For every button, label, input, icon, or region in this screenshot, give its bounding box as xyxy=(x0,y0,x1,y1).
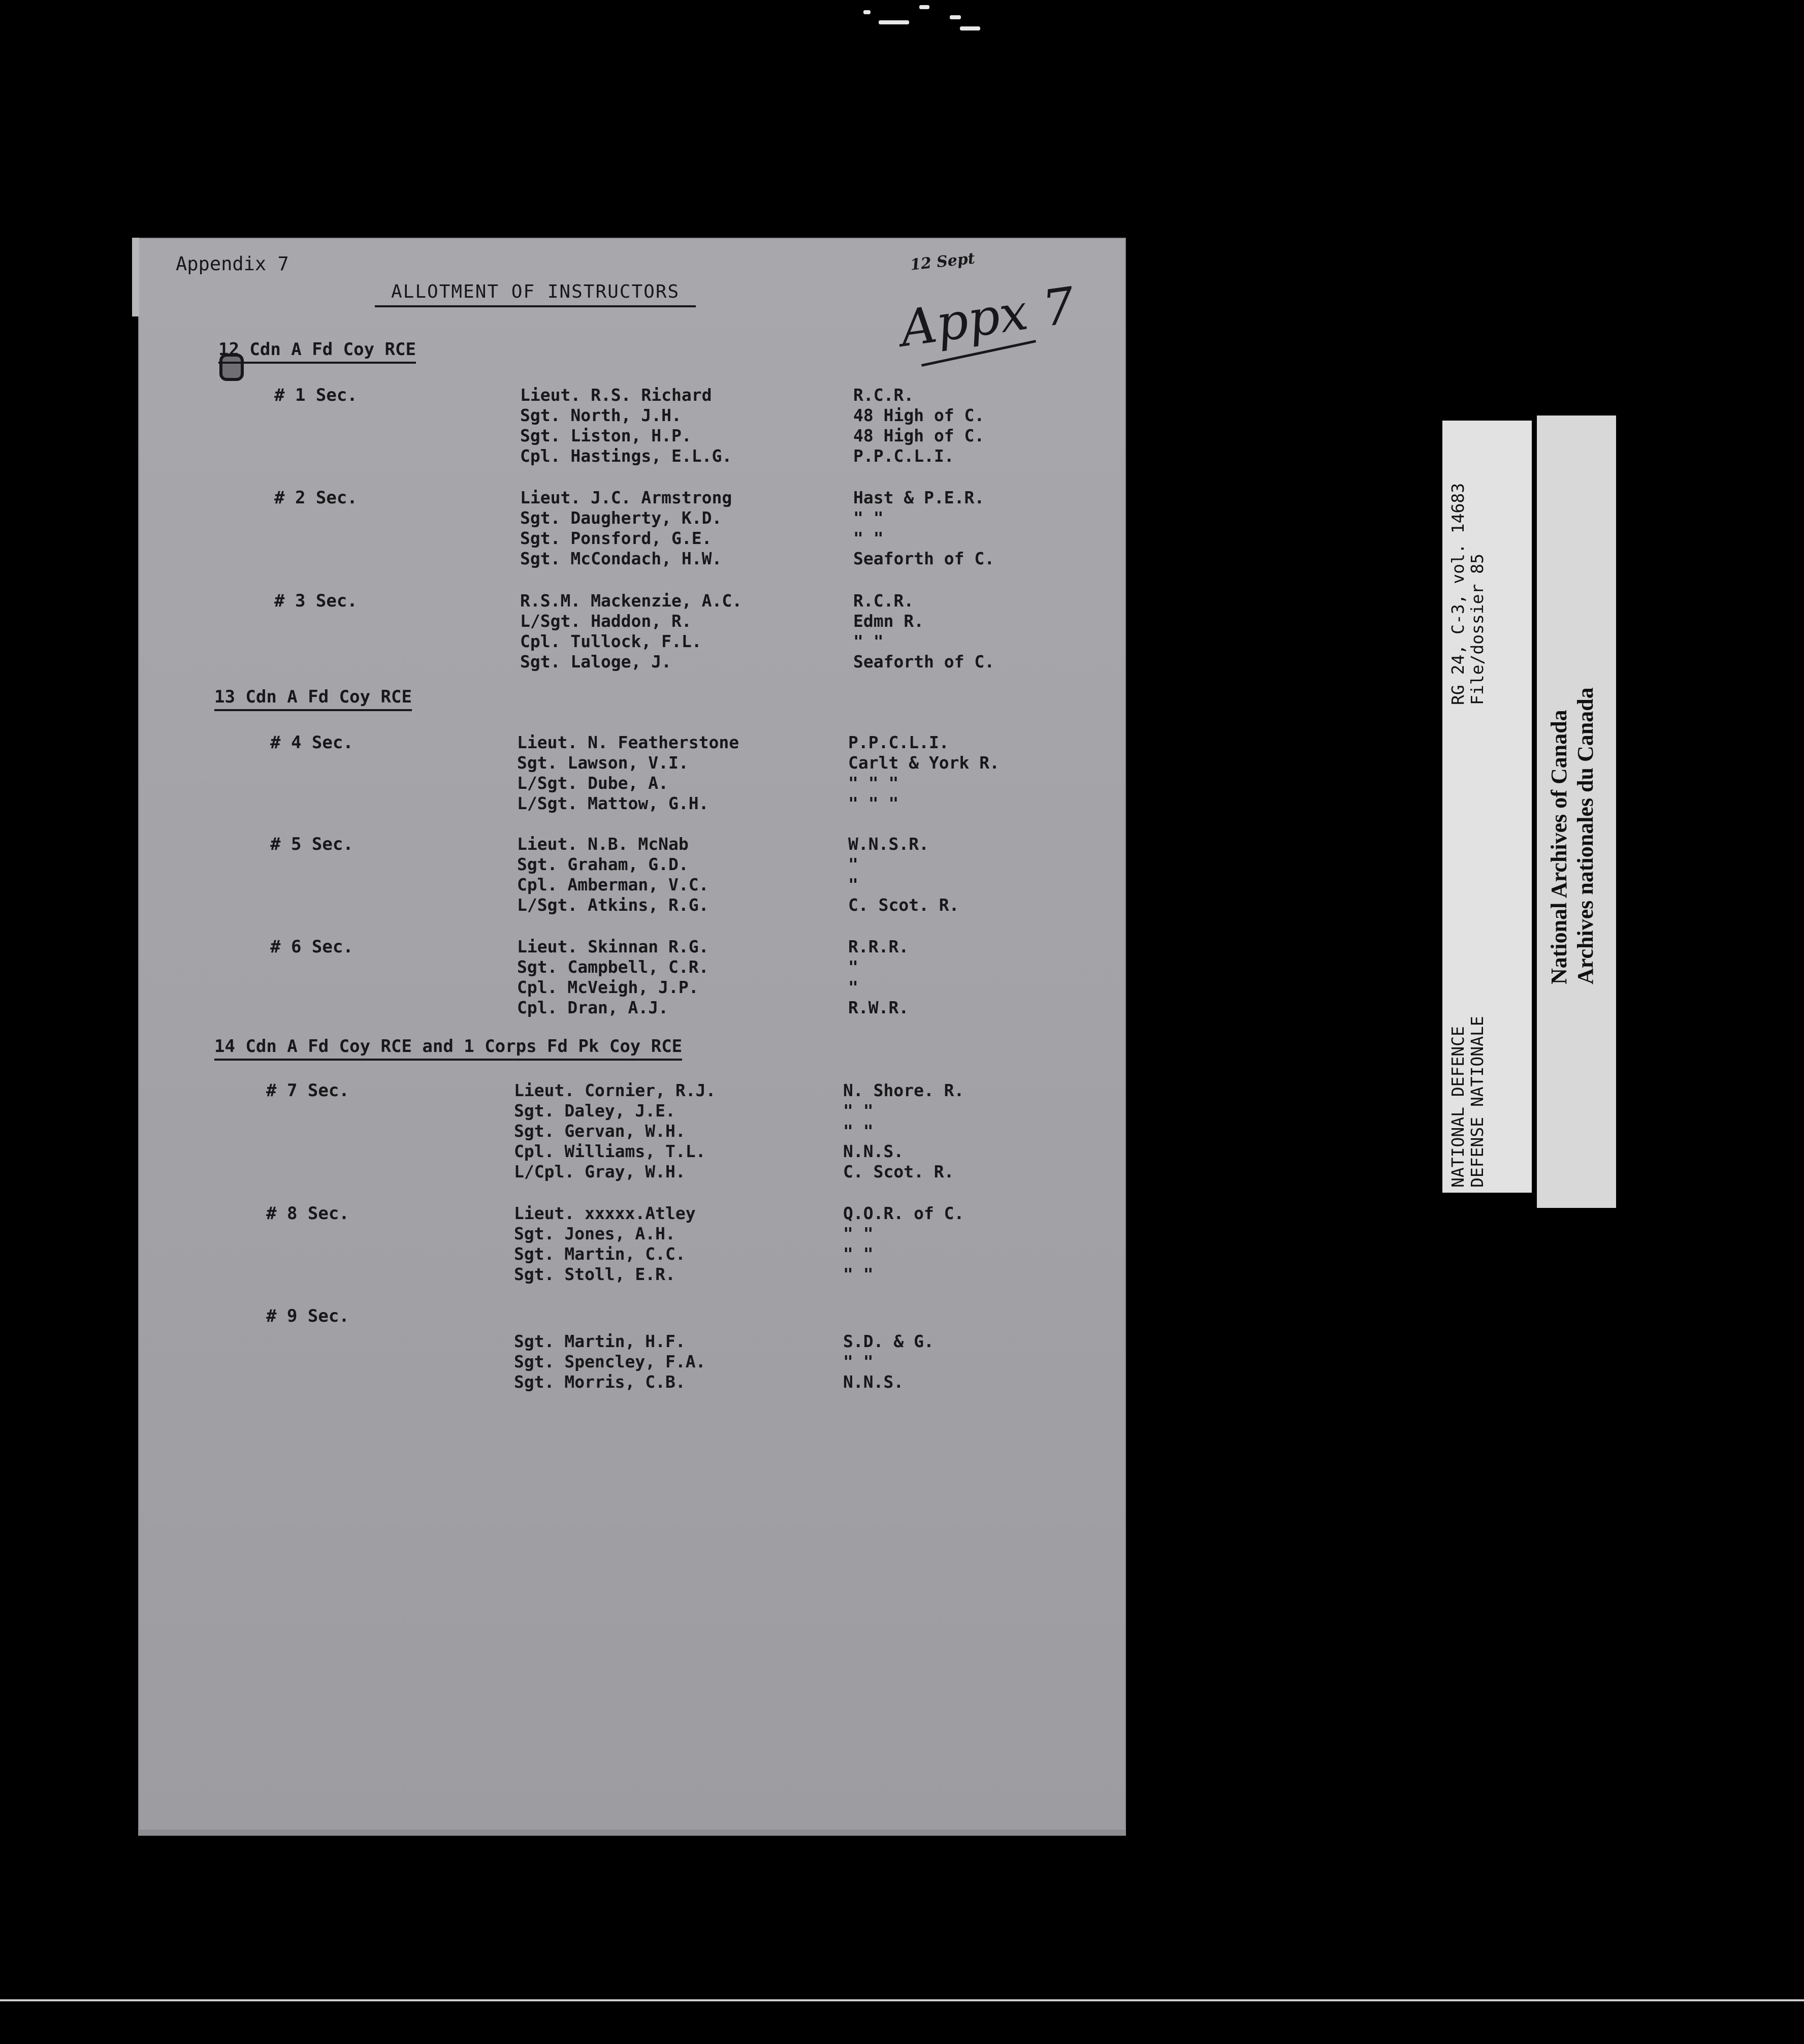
instructor-unit: " " " xyxy=(848,793,899,813)
instructor-unit: " " xyxy=(843,1101,874,1121)
instructor-name: Lieut. Skinnan R.G. xyxy=(517,937,709,956)
section-label: # 9 Sec. xyxy=(266,1306,349,1326)
instructor-unit: N.N.S. xyxy=(843,1141,904,1161)
instructor-unit: P.P.C.L.I. xyxy=(848,732,949,752)
instructor-name: Sgt. Liston, H.P. xyxy=(520,426,692,445)
instructor-unit: C. Scot. R. xyxy=(848,895,959,915)
section-label: # 8 Sec. xyxy=(266,1203,349,1224)
section-label: # 1 Sec. xyxy=(274,385,358,405)
instructor-name: Sgt. Lawson, V.I. xyxy=(517,753,689,773)
company-heading: 13 Cdn A Fd Coy RCE xyxy=(214,687,412,711)
instructor-name: Sgt. Daley, J.E. xyxy=(514,1101,675,1121)
handwritten-date: 12 Sept xyxy=(909,249,976,274)
archive-reference-label xyxy=(1442,421,1532,1193)
reference-line: RG 24, C-3, vol. 14683 xyxy=(1448,483,1468,705)
instructor-name: Sgt. Jones, A.H. xyxy=(514,1224,675,1243)
instructor-name: Sgt. North, J.H. xyxy=(520,405,682,425)
instructor-unit: R.R.R. xyxy=(848,937,909,956)
archive-reference-text xyxy=(1448,483,1487,705)
archive-name xyxy=(1546,687,1599,984)
instructor-name: Sgt. Graham, G.D. xyxy=(517,854,689,874)
page-edge xyxy=(138,1830,1126,1836)
instructor-unit: Q.O.R. of C. xyxy=(843,1203,964,1223)
archive-name-line: National Archives of Canada xyxy=(1547,710,1571,984)
film-frame-line xyxy=(0,1999,1804,2001)
instructor-unit: 48 High of C. xyxy=(853,405,985,425)
company-heading: 12 Cdn A Fd Coy RCE xyxy=(218,339,416,364)
instructor-unit: " xyxy=(848,854,858,874)
reference-line: File/dossier 85 xyxy=(1467,553,1487,705)
instructor-name: Lieut. J.C. Armstrong xyxy=(520,488,732,507)
company-heading: 14 Cdn A Fd Coy RCE and 1 Corps Fd Pk Coy RCE xyxy=(214,1036,682,1061)
instructor-unit: " xyxy=(848,977,858,997)
instructor-name: Cpl. Tullock, F.L. xyxy=(520,631,702,651)
instructor-name: Lieut. R.S. Richard xyxy=(520,385,712,405)
department-text xyxy=(1448,1016,1487,1188)
film-edge-marks xyxy=(858,0,990,36)
instructor-name: Lieut. xxxxx.Atley xyxy=(514,1203,696,1223)
instructor-name: Sgt. Gervan, W.H. xyxy=(514,1121,686,1141)
instructor-unit: S.D. & G. xyxy=(843,1331,934,1351)
archive-stamp xyxy=(1537,416,1616,1208)
instructor-unit: Edmn R. xyxy=(853,611,924,631)
instructor-name: Sgt. Spencley, F.A. xyxy=(514,1352,706,1371)
page-edge xyxy=(132,238,139,316)
instructor-name: L/Sgt. Dube, A. xyxy=(517,773,669,793)
section-label: # 2 Sec. xyxy=(274,488,358,508)
section-label: # 7 Sec. xyxy=(266,1080,349,1101)
instructor-unit: " " xyxy=(843,1244,874,1264)
archive-name-line: Archives nationales du Canada xyxy=(1573,687,1598,984)
instructor-unit: W.N.S.R. xyxy=(848,834,929,854)
instructor-unit: " " xyxy=(843,1352,874,1371)
instructor-name: Cpl. Amberman, V.C. xyxy=(517,875,709,895)
appendix-label: Appendix 7 xyxy=(176,253,289,275)
instructor-unit: Hast & P.E.R. xyxy=(853,488,985,507)
instructor-name: Lieut. Cornier, R.J. xyxy=(514,1080,716,1100)
section-label: # 6 Sec. xyxy=(270,937,353,957)
instructor-unit: " " xyxy=(853,508,884,528)
section-label: # 3 Sec. xyxy=(274,591,358,611)
instructor-unit: R.C.R. xyxy=(853,385,914,405)
instructor-name: Cpl. Hastings, E.L.G. xyxy=(520,446,732,466)
instructor-unit: R.C.R. xyxy=(853,591,914,611)
page-title: ALLOTMENT OF INSTRUCTORS xyxy=(375,281,696,307)
instructor-name: L/Sgt. Atkins, R.G. xyxy=(517,895,709,915)
instructor-unit: R.W.R. xyxy=(848,998,909,1017)
department-line: DEFENSE NATIONALE xyxy=(1467,1016,1487,1188)
document-page xyxy=(138,238,1126,1831)
instructor-name: R.S.M. Mackenzie, A.C. xyxy=(520,591,743,611)
instructor-unit: " " " xyxy=(848,773,899,793)
instructor-name: L/Sgt. Mattow, G.H. xyxy=(517,793,709,813)
instructor-unit: N.N.S. xyxy=(843,1372,904,1392)
instructor-unit: C. Scot. R. xyxy=(843,1162,954,1181)
instructor-name: Sgt. Laloge, J. xyxy=(520,652,672,672)
instructor-name: Lieut. N. Featherstone xyxy=(517,732,739,752)
instructor-name: Lieut. N.B. McNab xyxy=(517,834,689,854)
instructor-name: Sgt. Daugherty, K.D. xyxy=(520,508,722,528)
instructor-name: Sgt. Stoll, E.R. xyxy=(514,1264,675,1284)
instructor-name: Cpl. Williams, T.L. xyxy=(514,1141,706,1161)
department-line: NATIONAL DEFENCE xyxy=(1448,1026,1468,1188)
instructor-name: Sgt. Morris, C.B. xyxy=(514,1372,686,1392)
instructor-name: Sgt. McCondach, H.W. xyxy=(520,549,722,568)
instructor-name: L/Cpl. Gray, W.H. xyxy=(514,1162,686,1181)
instructor-unit: " " xyxy=(843,1121,874,1141)
instructor-name: Sgt. Ponsford, G.E. xyxy=(520,528,712,548)
instructor-name: Sgt. Martin, C.C. xyxy=(514,1244,686,1264)
instructor-name: Sgt. Martin, H.F. xyxy=(514,1331,686,1351)
handwritten-appendix-note: Appx 7 xyxy=(896,276,1079,359)
instructor-unit: " " xyxy=(843,1224,874,1243)
instructor-unit: " " xyxy=(843,1264,874,1284)
section-label: # 4 Sec. xyxy=(270,732,353,753)
instructor-unit: Seaforth of C. xyxy=(853,549,995,568)
instructor-unit: 48 High of C. xyxy=(853,426,985,445)
instructor-name: L/Sgt. Haddon, R. xyxy=(520,611,692,631)
instructor-unit: " " xyxy=(853,528,884,548)
instructor-unit: P.P.C.L.I. xyxy=(853,446,954,466)
instructor-unit: N. Shore. R. xyxy=(843,1080,964,1100)
instructor-unit: " " xyxy=(853,631,884,651)
instructor-unit: Seaforth of C. xyxy=(853,652,995,672)
instructor-unit: " xyxy=(848,957,858,977)
section-label: # 5 Sec. xyxy=(270,834,353,854)
instructor-name: Cpl. McVeigh, J.P. xyxy=(517,977,699,997)
instructor-unit: Carlt & York R. xyxy=(848,753,1000,773)
instructor-unit: " xyxy=(848,875,858,895)
instructor-name: Cpl. Dran, A.J. xyxy=(517,998,669,1017)
instructor-name: Sgt. Campbell, C.R. xyxy=(517,957,709,977)
